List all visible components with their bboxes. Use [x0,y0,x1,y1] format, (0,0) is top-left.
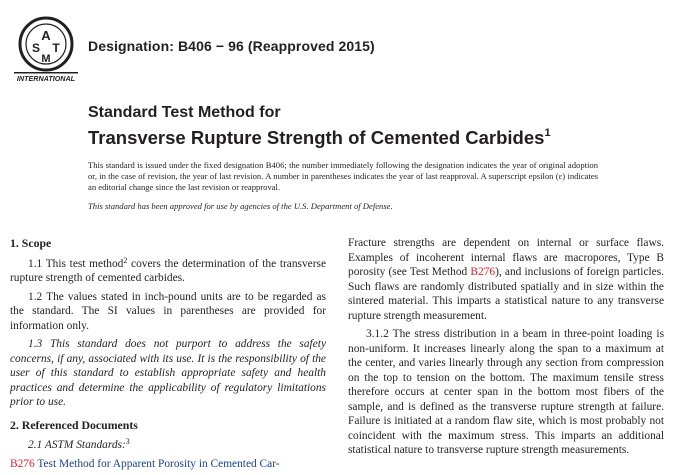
referenced-documents-heading: 2. Referenced Documents [10,417,138,432]
paragraph-3-1-1-cont: Fracture strengths are dependent on internal or surface flaws. Examples of incoherent internal flaws are macropores, Type B porosity (see Test Method B276), and inclusions of foreign particles. Such flaws are randomly distributed spatially and in size within the sintered material. This imparts a statistical nature to any transverse rupture strength measurement. [348,237,664,322]
svg-text:T: T [52,41,60,55]
svg-text:A: A [41,28,51,43]
reference-code: B276 [10,457,35,470]
paragraph-3-1-2: 3.1.2 The stress distribution in a beam in three-point loading is non-uniform. It increases linearly along the span to a maximum at the center, and varies linearly through any section from compression on the top to tension on the bottom. The maximum tensile stress therefore occurs at center span in the bottom most fibers of the sample, and is defined as the transverse rupture strength at failure. Failure is initiated at a random flaw site, which is most probably not coincident with the maximum stress. This imparts an additional statistical nature to transverse rupture strength measurements. [348,328,664,456]
scope-heading: 1. Scope [10,236,52,250]
link-b276[interactable]: B276 [470,266,496,278]
footnote-mark-2: 2 [123,255,128,265]
svg-text:S: S [31,41,41,55]
paragraph-1-3: 1.3 This standard does not purport to address the safety concerns, if any, associated with its use. It is the responsibility of the user of this standard to establish appropriate safety and health practices and determine the applicability of regulatory limitations prior to use. [10,338,326,408]
designation: Designation: B406 − 96 (Reapproved 2015) [88,38,375,54]
reference-title: Test Method for Apparent Porosity in Cemented Car- [34,457,280,470]
logo-caption: INTERNATIONAL [16,74,76,83]
paragraph-1-1: 1.1 This test method$^2$ covers the determination of the transverse rupture strength of cemented carbides. [10,255,327,284]
footnote-mark-3: 3 [125,437,130,446]
right-column [348,236,664,462]
paragraph-1-2: 1.2 The values stated in inch-pound units are to be regarded as the standard. The SI values in parentheses are provided for information only. [10,290,326,332]
title-line-1: Standard Test Method for [88,104,281,121]
left-column [10,236,326,475]
astm-logo [14,14,78,84]
document-title [88,103,551,149]
title-line-2: Transverse Rupture Strength of Cemented Carbides$^1$ [88,127,551,148]
svg-text:M: M [41,53,51,65]
dod-approval-note: This standard has been approved for use by agencies of the U.S. Department of Defense. [88,201,393,211]
paragraph-2-1: 2.1 ASTM Standards:$^3$ [28,437,130,451]
issue-note: This standard is issued under the fixed designation B406; the number immediately following the designation indicates the year of original adoption or, in the case of revision, the year of last revision. A number in parentheses indicates the year of last reapproval. A superscript epsilon (ε) indicates an editorial change since the last revision or reapproval. [88,160,598,193]
title-footnote-mark: 1 [544,127,551,139]
reference-b276[interactable] [10,457,326,472]
